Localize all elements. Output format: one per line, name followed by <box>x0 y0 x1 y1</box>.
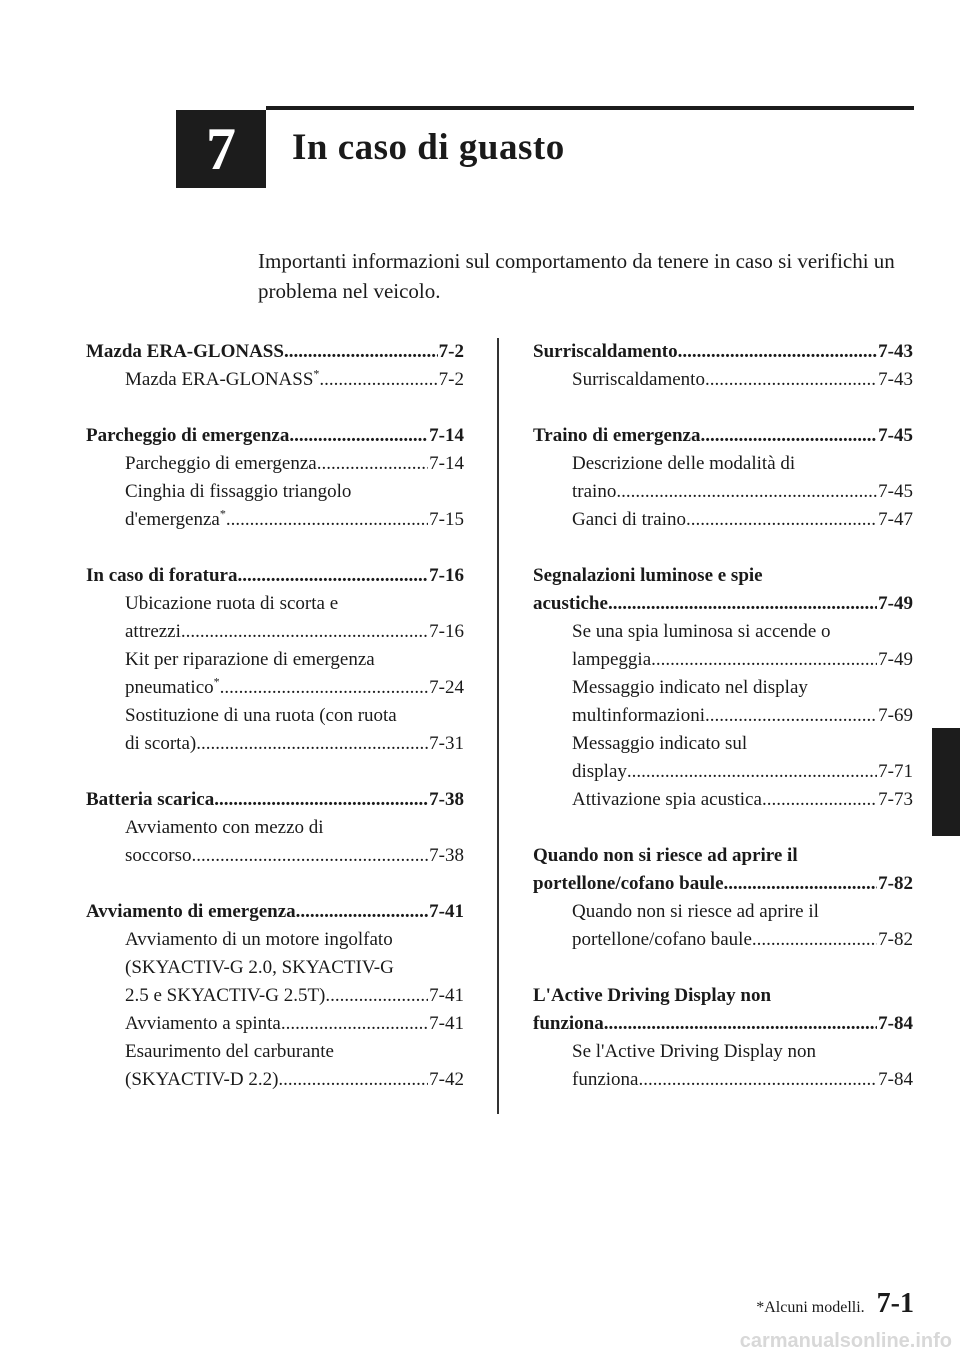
dot-leader <box>220 674 429 702</box>
toc-section-line[interactable] <box>86 786 464 814</box>
dot-leader <box>226 506 428 534</box>
toc-section-line[interactable] <box>86 338 464 366</box>
column-divider <box>497 338 499 1114</box>
toc-section-page: 7-45 <box>878 425 913 446</box>
toc-entry-text: Ubicazione ruota di scorta e <box>125 593 339 614</box>
toc-entry-text: Se l'Active Driving Display non <box>572 1041 817 1062</box>
dot-leader <box>214 786 428 814</box>
toc-entry[interactable] <box>533 898 913 954</box>
toc-entry[interactable] <box>86 814 464 870</box>
toc-entry-label: traino <box>572 481 617 502</box>
toc-section-label: Traino di emergenza <box>533 425 701 446</box>
toc-section <box>86 786 464 870</box>
toc-section-line[interactable] <box>533 1010 913 1038</box>
watermark: carmanualsonline.info <box>739 1330 952 1352</box>
chapter-title: In caso di guasto <box>292 127 565 168</box>
asterisk-mark: * <box>213 674 220 689</box>
toc-entry-page: 7-16 <box>429 621 464 642</box>
toc-entry-page: 7-14 <box>429 453 464 474</box>
dot-leader <box>284 338 438 366</box>
dot-leader <box>281 1010 428 1038</box>
toc-section-page: 7-43 <box>878 341 913 362</box>
toc-entry-text: Quando non si riesce ad aprire il <box>572 901 819 922</box>
toc-entry[interactable] <box>533 506 913 534</box>
toc-entry[interactable] <box>86 590 464 646</box>
dot-leader <box>191 842 428 870</box>
chapter-number: 7 <box>206 115 236 182</box>
toc-section-label: Batteria scarica <box>86 789 215 810</box>
toc-entry-text: Sostituzione di una ruota (con ruota <box>125 705 397 726</box>
toc-section-page: 7-41 <box>429 901 464 922</box>
dot-leader <box>319 366 437 394</box>
toc-entry-line[interactable] <box>125 450 464 478</box>
dot-leader <box>638 1066 877 1094</box>
toc-entry-line[interactable] <box>572 646 913 674</box>
toc-entry-line[interactable] <box>572 366 913 394</box>
chapter-number-box <box>176 110 266 188</box>
toc-entry-text: Avviamento con mezzo di <box>125 817 324 838</box>
toc-right-column <box>533 338 913 1122</box>
toc-entry-label: Mazda ERA-GLONASS* <box>125 366 320 390</box>
toc-entry-label: Surriscaldamento <box>572 369 705 390</box>
toc-entry-label: pneumatico* <box>125 674 220 698</box>
toc-entry-line[interactable] <box>125 618 464 646</box>
toc-section-heading[interactable] <box>533 842 913 898</box>
toc-section-label: portellone/cofano baule <box>533 873 724 894</box>
toc-entry-page: 7-42 <box>429 1069 464 1090</box>
toc-entry-line[interactable] <box>572 506 913 534</box>
toc-entry-label: Parcheggio di emergenza <box>125 453 317 474</box>
toc-section-page: 7-49 <box>878 593 913 614</box>
toc-entry-text: (SKYACTIV-G 2.0, SKYACTIV-G <box>125 957 394 978</box>
toc-entry[interactable] <box>533 674 913 730</box>
toc-entry-label: attrezzi <box>125 621 181 642</box>
toc-section-line[interactable] <box>533 338 913 366</box>
toc-entry-line[interactable] <box>125 366 464 394</box>
toc-entry-text: Messaggio indicato sul <box>572 733 748 754</box>
dot-leader <box>651 646 877 674</box>
dot-leader <box>608 590 877 618</box>
toc-entry-page: 7-73 <box>878 789 913 810</box>
page-number: 7-1 <box>876 1288 914 1319</box>
toc-entry[interactable] <box>86 366 464 394</box>
toc-section-label: acustiche <box>533 593 608 614</box>
toc-entry[interactable] <box>86 1038 464 1094</box>
top-rule <box>266 106 914 110</box>
toc-entry[interactable] <box>533 730 913 786</box>
toc-section-label: In caso di foratura <box>86 565 238 586</box>
toc-entry-page: 7-15 <box>429 509 464 530</box>
toc-entry-line[interactable] <box>125 506 464 534</box>
toc-entry-line[interactable] <box>125 1066 464 1094</box>
toc-section-line[interactable] <box>533 422 913 450</box>
dot-leader <box>752 926 877 954</box>
toc-section-heading[interactable] <box>533 338 913 366</box>
toc-entry-label: (SKYACTIV-D 2.2) <box>125 1069 279 1090</box>
toc-entry[interactable] <box>533 450 913 506</box>
toc-entry-label: lampeggia <box>572 649 652 670</box>
toc-section <box>533 842 913 954</box>
toc-entry-label: multinformazioni <box>572 705 705 726</box>
toc-section-label: Avviamento di emergenza <box>86 901 296 922</box>
toc-left-column <box>86 338 464 1122</box>
toc-section <box>86 422 464 534</box>
toc-section-label: Surriscaldamento <box>533 341 678 362</box>
asterisk-mark: * <box>313 366 320 381</box>
toc-entry-page: 7-41 <box>429 1013 464 1034</box>
toc-section-heading[interactable] <box>86 422 464 450</box>
toc-section <box>533 422 913 534</box>
toc-entry-page: 7-45 <box>878 481 913 502</box>
toc-entry-page: 7-31 <box>429 733 464 754</box>
dot-leader <box>678 338 878 366</box>
footnote: *Alcuni modelli. <box>756 1299 865 1316</box>
toc-section <box>86 338 464 394</box>
toc-entry-page: 7-69 <box>878 705 913 726</box>
dot-leader <box>296 898 429 926</box>
toc-entry[interactable] <box>533 618 913 674</box>
toc-entry[interactable] <box>533 786 913 814</box>
toc-entry-page: 7-38 <box>429 845 464 866</box>
dot-leader <box>705 366 877 394</box>
toc-section <box>86 562 464 758</box>
chapter-side-tab <box>932 728 960 836</box>
toc-entry-text: Descrizione delle modalità di <box>572 453 796 474</box>
dot-leader <box>724 870 878 898</box>
toc-section-label: Mazda ERA-GLONASS <box>86 341 284 362</box>
chapter-intro: Importanti informazioni sul comportamento da tenere in caso si verifichi un problema nel veicolo. <box>258 249 895 303</box>
toc-entry-page: 7-71 <box>878 761 913 782</box>
toc-section-heading-text: Segnalazioni luminose e spie <box>533 565 763 586</box>
toc-section-label: funziona <box>533 1013 604 1034</box>
toc-entry-page: 7-41 <box>429 985 464 1006</box>
toc-section-heading[interactable] <box>86 898 464 926</box>
dot-leader <box>317 450 428 478</box>
dot-leader <box>325 982 428 1010</box>
toc-section-line[interactable] <box>86 562 464 590</box>
toc-entry-page: 7-43 <box>878 369 913 390</box>
toc-entry[interactable] <box>533 366 913 394</box>
toc-section-page: 7-82 <box>878 873 913 894</box>
toc-entry-label: 2.5 e SKYACTIV-G 2.5T) <box>125 985 326 1006</box>
toc-entry-text: Se una spia luminosa si accende o <box>572 621 831 642</box>
toc-entry-page: 7-84 <box>878 1069 913 1090</box>
toc-section-heading[interactable] <box>86 338 464 366</box>
toc-section-heading-text: Quando non si riesce ad aprire il <box>533 845 798 866</box>
toc-entry-text: Cinghia di fissaggio triangolo <box>125 481 352 502</box>
toc-section <box>86 898 464 1094</box>
toc-entry-label: soccorso <box>125 845 192 866</box>
toc-entry-line[interactable] <box>125 730 464 758</box>
toc-section-page: 7-84 <box>878 1013 913 1034</box>
toc-entry-page: 7-24 <box>429 677 464 698</box>
toc-entry-page: 7-2 <box>438 369 464 390</box>
toc-entry-line[interactable] <box>572 786 913 814</box>
toc-entry[interactable] <box>86 926 464 1010</box>
toc-entry-text: Esaurimento del carburante <box>125 1041 334 1062</box>
asterisk-mark: * <box>219 506 226 521</box>
toc-entry-label: portellone/cofano baule <box>572 929 752 950</box>
toc-section-line[interactable] <box>533 870 913 898</box>
toc-entry-text: Avviamento di un motore ingolfato <box>125 929 393 950</box>
toc-entry-text: Kit per riparazione di emergenza <box>125 649 375 670</box>
dot-leader <box>627 758 877 786</box>
dot-leader <box>616 478 877 506</box>
toc-entry[interactable] <box>86 702 464 758</box>
toc-section-heading[interactable] <box>533 422 913 450</box>
toc-section-line[interactable] <box>86 422 464 450</box>
toc-section-heading[interactable] <box>533 562 913 618</box>
toc-section-page: 7-2 <box>438 341 464 362</box>
toc-entry-line[interactable] <box>125 1010 464 1038</box>
page-footer <box>756 1288 914 1320</box>
toc-entry-label: Avviamento a spinta <box>125 1013 281 1034</box>
toc-entry-label: Attivazione spia acustica <box>572 789 762 810</box>
toc-section-heading[interactable] <box>533 982 913 1038</box>
dot-leader <box>762 786 877 814</box>
toc-section-heading[interactable] <box>86 786 464 814</box>
toc-section-line[interactable] <box>86 898 464 926</box>
dot-leader <box>237 562 428 590</box>
toc-entry[interactable] <box>86 1010 464 1038</box>
toc-entry-text: Messaggio indicato nel display <box>572 677 808 698</box>
toc-section-label: Parcheggio di emergenza <box>86 425 290 446</box>
toc-entry-label: di scorta) <box>125 733 197 754</box>
toc-entry[interactable] <box>86 450 464 478</box>
dot-leader <box>686 506 877 534</box>
toc-entry-line[interactable] <box>572 478 913 506</box>
dot-leader <box>604 1010 877 1038</box>
toc-entry-line[interactable] <box>125 674 464 702</box>
toc-entry-line[interactable] <box>572 1066 913 1094</box>
toc-entry-line[interactable] <box>572 926 913 954</box>
toc-entry[interactable] <box>533 1038 913 1094</box>
toc-entry-line[interactable] <box>125 982 464 1010</box>
toc-section <box>533 562 913 814</box>
toc-section <box>533 338 913 394</box>
dot-leader <box>289 422 428 450</box>
dot-leader <box>700 422 877 450</box>
dot-leader <box>705 702 877 730</box>
dot-leader <box>278 1066 428 1094</box>
toc-entry-label: d'emergenza* <box>125 506 226 530</box>
dot-leader <box>196 730 428 758</box>
toc-section-heading-text: L'Active Driving Display non <box>533 985 772 1006</box>
dot-leader <box>181 618 428 646</box>
toc-entry-page: 7-47 <box>878 509 913 530</box>
toc-section-page: 7-38 <box>429 789 464 810</box>
toc-entry-label: Ganci di traino <box>572 509 686 530</box>
toc-section <box>533 982 913 1094</box>
toc-entry[interactable] <box>86 646 464 702</box>
toc-section-heading[interactable] <box>86 562 464 590</box>
toc-entry[interactable] <box>86 478 464 534</box>
toc-entry-line[interactable] <box>125 842 464 870</box>
toc-entry-label: display <box>572 761 627 782</box>
toc-section-page: 7-16 <box>429 565 464 586</box>
toc-section-line[interactable] <box>533 590 913 618</box>
toc-entry-line[interactable] <box>572 758 913 786</box>
toc-entry-label: funziona <box>572 1069 639 1090</box>
toc-entry-page: 7-49 <box>878 649 913 670</box>
toc-entry-line[interactable] <box>572 702 913 730</box>
toc-section-page: 7-14 <box>429 425 464 446</box>
toc-entry-page: 7-82 <box>878 929 913 950</box>
